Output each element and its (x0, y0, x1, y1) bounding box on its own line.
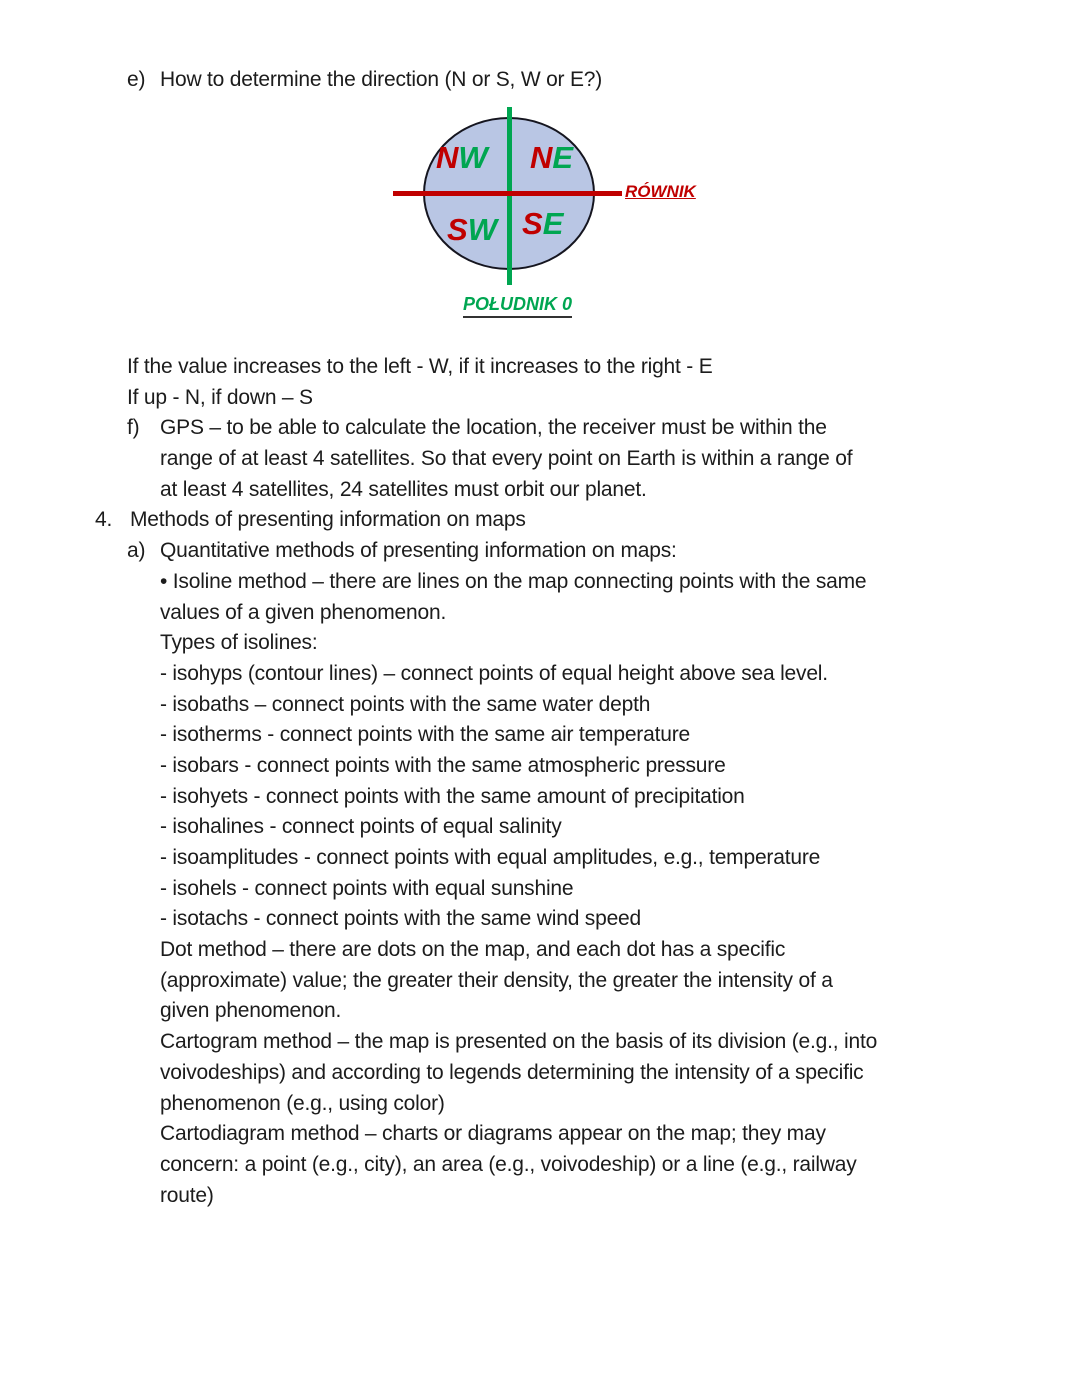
text-line-content: route) (160, 1183, 214, 1207)
text-line (0, 720, 1080, 751)
list-marker: 4. (95, 508, 113, 532)
notes-body (0, 352, 1080, 1211)
text-line (0, 1119, 1080, 1150)
text-line-content: - isohels - connect points with equal sunshine (160, 876, 574, 900)
text-line-content: given phenomenon. (160, 999, 342, 1023)
quadrant-label-se (522, 206, 563, 242)
text-line (0, 1089, 1080, 1120)
quadrant-nw-n: N (436, 140, 459, 175)
list-marker: f) (127, 416, 140, 440)
text-line (0, 659, 1080, 690)
text-line (0, 1058, 1080, 1089)
text-line (0, 1150, 1080, 1181)
prime-meridian-label: POŁUDNIK 0 (463, 294, 572, 318)
text-line-content: at least 4 satellites, 24 satellites must orbit our planet. (160, 477, 647, 501)
text-line (0, 1181, 1080, 1212)
section-marker: e) (127, 68, 146, 91)
text-line-content: Dot method – there are dots on the map, and each dot has a specific (160, 938, 786, 962)
text-line-content: Cartodiagram method – charts or diagrams appear on the map; they may (160, 1122, 826, 1146)
text-line-content: - isohyets - connect points with the same amount of precipitation (160, 784, 745, 808)
text-line (0, 413, 1080, 444)
text-line-content: - isoamplitudes - connect points with equal amplitudes, e.g., temperature (160, 846, 821, 869)
text-line-content: Methods of presenting information on maps (130, 508, 526, 532)
text-line-content: - isotherms - connect points with the same air temperature (160, 723, 690, 747)
text-line (0, 536, 1080, 567)
text-line (0, 782, 1080, 813)
text-line (0, 904, 1080, 935)
text-line (0, 935, 1080, 966)
text-line-content: - isobaths – connect points with the same water depth (160, 692, 651, 716)
text-line (0, 383, 1080, 414)
text-line (0, 874, 1080, 905)
text-line-content: • Isoline method – there are lines on the map connecting points with the same (160, 569, 867, 593)
quadrant-label-ne (530, 140, 573, 176)
text-line (0, 505, 1080, 536)
text-line (0, 690, 1080, 721)
text-line-content: - isobars - connect points with the same atmospheric pressure (160, 753, 726, 777)
section-heading-text: How to determine the direction (N or S, W or E?) (160, 68, 603, 91)
text-line-content: Quantitative methods of presenting information on maps: (160, 539, 677, 563)
text-line (0, 843, 1080, 874)
text-line-content: voivodeships) and according to legends determining the intensity of a specific (160, 1060, 864, 1084)
quadrant-label-sw (447, 212, 497, 248)
quadrant-se-e: E (542, 206, 564, 241)
text-line-content: phenomenon (e.g., using color) (160, 1091, 445, 1115)
equator-line (393, 191, 622, 196)
text-line (0, 1027, 1080, 1058)
text-line-content: - isohalines - connect points of equal salinity (160, 815, 562, 839)
text-line (0, 352, 1080, 383)
text-line-content: - isohyps (contour lines) – connect points of equal height above sea level. (160, 661, 828, 685)
text-line-content: range of at least 4 satellites. So that every point on Earth is within a range of (160, 447, 853, 471)
quadrant-sw-s: S (447, 212, 468, 247)
quadrant-se-s: S (522, 206, 543, 241)
text-line (0, 996, 1080, 1027)
text-line-content: Types of isolines: (160, 631, 318, 655)
text-line (0, 751, 1080, 782)
text-line (0, 444, 1080, 475)
text-line-content: If the value increases to the left - W, if it increases to the right - E (127, 355, 713, 378)
text-line-content: Cartogram method – the map is presented on the basis of its division (e.g., into (160, 1030, 878, 1054)
quadrant-sw-w: W (467, 212, 497, 247)
equator-label: RÓWNIK (625, 182, 696, 201)
quadrant-label-nw (436, 140, 488, 176)
section-heading (127, 68, 602, 92)
compass-diagram (380, 95, 740, 335)
text-line-content: If up - N, if down – S (127, 385, 313, 409)
text-line-content: values of a given phenomenon. (160, 600, 447, 624)
prime-meridian-line-overlay (507, 107, 512, 285)
text-line (0, 567, 1080, 598)
text-line-content: - isotachs - connect points with the same wind speed (160, 907, 642, 931)
text-line (0, 812, 1080, 843)
text-line (0, 966, 1080, 997)
quadrant-ne-n: N (530, 140, 553, 175)
text-line-content: concern: a point (e.g., city), an area (e.g., voivodeship) or a line (e.g., railway (160, 1152, 857, 1176)
quadrant-nw-w: W (458, 140, 488, 175)
text-line (0, 475, 1080, 506)
text-line-content: (approximate) value; the greater their density, the greater the intensity of a (160, 968, 833, 992)
text-line (0, 598, 1080, 629)
text-line (0, 628, 1080, 659)
text-line-content: GPS – to be able to calculate the location, the receiver must be within the (160, 416, 827, 440)
quadrant-ne-e: E (552, 140, 574, 175)
list-marker: a) (127, 539, 146, 563)
